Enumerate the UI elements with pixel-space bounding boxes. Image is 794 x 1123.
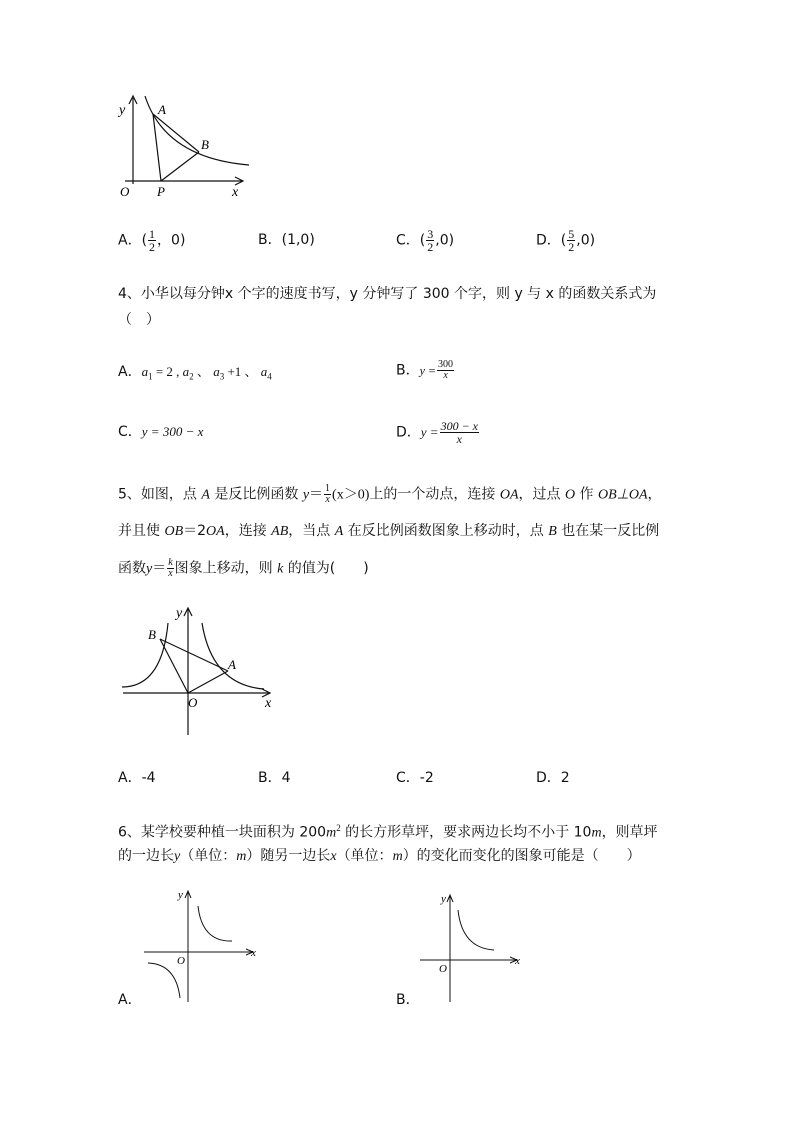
q3-option-b[interactable] <box>258 230 315 250</box>
q4-option-d[interactable] <box>396 420 480 445</box>
q6a-label-y: y <box>178 889 183 901</box>
q3-label-y: y <box>119 103 126 118</box>
q6b-label-y: y <box>441 893 446 905</box>
q6-stem-line1: 6、某学校要种植一块面积为 $200m^2$ 的长方形草坪，要求两边长均不小于 10m，则草坪 <box>118 823 658 841</box>
q5-option-c[interactable] <box>396 768 434 788</box>
q3-label-o: O <box>120 184 130 199</box>
q5-option-c-label: C． <box>396 770 420 786</box>
q4-option-d-lhs: y = <box>420 424 439 440</box>
q6-stem-line2: 的一边长y（单位：m）随另一边长x（单位：m）的变化而变化的图象可能是（ ） <box>118 848 641 864</box>
q5-option-a-label: A． <box>118 770 142 786</box>
q3-option-a-den: 2 <box>149 240 156 254</box>
q4-option-d-den: x <box>456 432 462 446</box>
q6b-label-o: O <box>439 963 447 975</box>
q5-option-b[interactable] <box>258 768 291 788</box>
q4-option-c-label: C． <box>118 424 142 440</box>
q4-option-d-fraction <box>440 420 479 445</box>
q3-option-c-label: C． <box>396 232 420 249</box>
q5-hyperbola-right <box>202 623 264 689</box>
q3-option-d-den: 2 <box>568 240 575 254</box>
q6-graph-b <box>418 890 528 1005</box>
q5-stem-line1: 5、如图，点 A 是反比例函数 y＝ $\frac{1}{x}$ (x＞0)上的一个动点，连接 OA，过点 O 作 OB⊥OA， <box>118 483 662 505</box>
q4-option-b-fraction <box>437 360 454 381</box>
q3-option-d-num: 5 <box>568 227 575 241</box>
q4-option-d-num: 300 − x <box>440 419 479 433</box>
q3-option-d-close: ,0) <box>576 232 596 249</box>
q5-option-b-text: 4 <box>281 770 291 786</box>
q3-option-c[interactable] <box>396 228 454 253</box>
q6a-curve-q3 <box>148 963 180 998</box>
q5-option-d-text: 2 <box>560 770 570 786</box>
q5-option-c-text: -2 <box>419 770 434 786</box>
q3-option-d-open: ( <box>560 232 567 249</box>
q5-label-o: O <box>188 695 198 710</box>
q6-option-b[interactable] <box>396 990 420 1010</box>
q4-option-c-expr: y = 300 − x <box>141 424 204 439</box>
q6-option-a[interactable] <box>118 990 142 1010</box>
q3-option-b-text: (1,0) <box>281 232 315 248</box>
q5-stem-line3: 函数y＝ $\frac{k}{x}$ 图象上移动，则 k 的值为( ) <box>118 557 369 579</box>
q3-label-b: B <box>201 137 209 152</box>
q5-segment-ob <box>160 639 188 693</box>
q3-option-b-label: B． <box>258 232 282 248</box>
q3-option-c-open: ( <box>419 232 426 249</box>
q5-option-b-label: B． <box>258 770 282 786</box>
q3-option-a-num: 1 <box>149 227 156 241</box>
q4-stem-line1: 4、小华以每分钟x 个字的速度书写，y 分钟写了 300 个字，则 y 与 x 的函数关系式为 <box>118 286 657 302</box>
q5-hyperbola-left <box>122 623 168 687</box>
q3-option-c-close: ,0) <box>435 232 455 249</box>
q6a-label-o: O <box>177 955 185 967</box>
q5-label-y: y <box>176 606 183 621</box>
q4-option-b-num: 300 <box>438 359 454 370</box>
q3-label-a: A <box>158 102 166 117</box>
q6-option-a-label: A． <box>118 992 142 1008</box>
q3-option-a-fraction <box>148 228 156 253</box>
q4-option-d-label: D． <box>396 424 421 441</box>
q3-graph <box>115 92 255 202</box>
q5-option-d[interactable] <box>536 768 570 788</box>
q4-option-a-label: A． <box>118 364 142 380</box>
q6b-label-x: x <box>515 955 520 967</box>
q5-option-d-label: D． <box>536 770 561 786</box>
q4-option-a-expr: $a_1 = 2$ , $a_2$ 、 $a_3 +1$ 、 $a_4$ <box>141 364 272 382</box>
q5-option-a[interactable] <box>118 768 156 788</box>
q5-option-a-text: -4 <box>141 770 156 786</box>
q3-option-d-fraction <box>567 228 575 253</box>
q4-option-c[interactable] <box>118 422 203 442</box>
q3-option-a-label: A． <box>118 232 142 249</box>
q3-option-d-label: D． <box>536 232 561 249</box>
q4-option-b-den: x <box>443 370 448 381</box>
q3-option-c-fraction <box>426 228 434 253</box>
q4-option-b-label: B． <box>396 362 420 379</box>
q5-segment-oa <box>188 671 228 693</box>
q6-option-b-label: B． <box>396 992 420 1008</box>
q5-label-b: B <box>148 627 156 642</box>
q3-option-a-close: ，0) <box>157 232 186 249</box>
q3-segment-ab <box>153 114 199 152</box>
q3-segment-pb <box>161 152 199 181</box>
q5-label-a: A <box>228 657 236 672</box>
q6-graph-a <box>140 886 265 1004</box>
q3-option-c-num: 3 <box>427 227 434 241</box>
q5-stem-line2: 并且使 OB＝2OA，连接 AB，当点 A 在反比例函数图象上移动时，点 B 也在某一反比例 <box>118 523 660 539</box>
q3-option-c-den: 2 <box>427 240 434 254</box>
q3-option-a[interactable] <box>118 228 185 253</box>
q6a-curve-q1 <box>198 906 232 941</box>
q3-option-d[interactable] <box>536 228 595 253</box>
q5-graph <box>118 603 278 738</box>
q6a-label-x: x <box>251 947 256 959</box>
q4-option-b-lhs: y = <box>419 363 437 378</box>
q3-option-a-open: ( <box>141 232 148 249</box>
q4-option-b[interactable] <box>396 360 455 381</box>
q3-label-p: P <box>157 184 165 199</box>
q3-label-x: x <box>232 185 239 200</box>
q4-option-a[interactable] <box>118 362 272 387</box>
q5-label-x: x <box>265 696 272 711</box>
q6b-curve <box>458 910 494 950</box>
q4-stem-line2: （ ） <box>118 312 160 328</box>
q5-segment-ab <box>160 639 228 671</box>
